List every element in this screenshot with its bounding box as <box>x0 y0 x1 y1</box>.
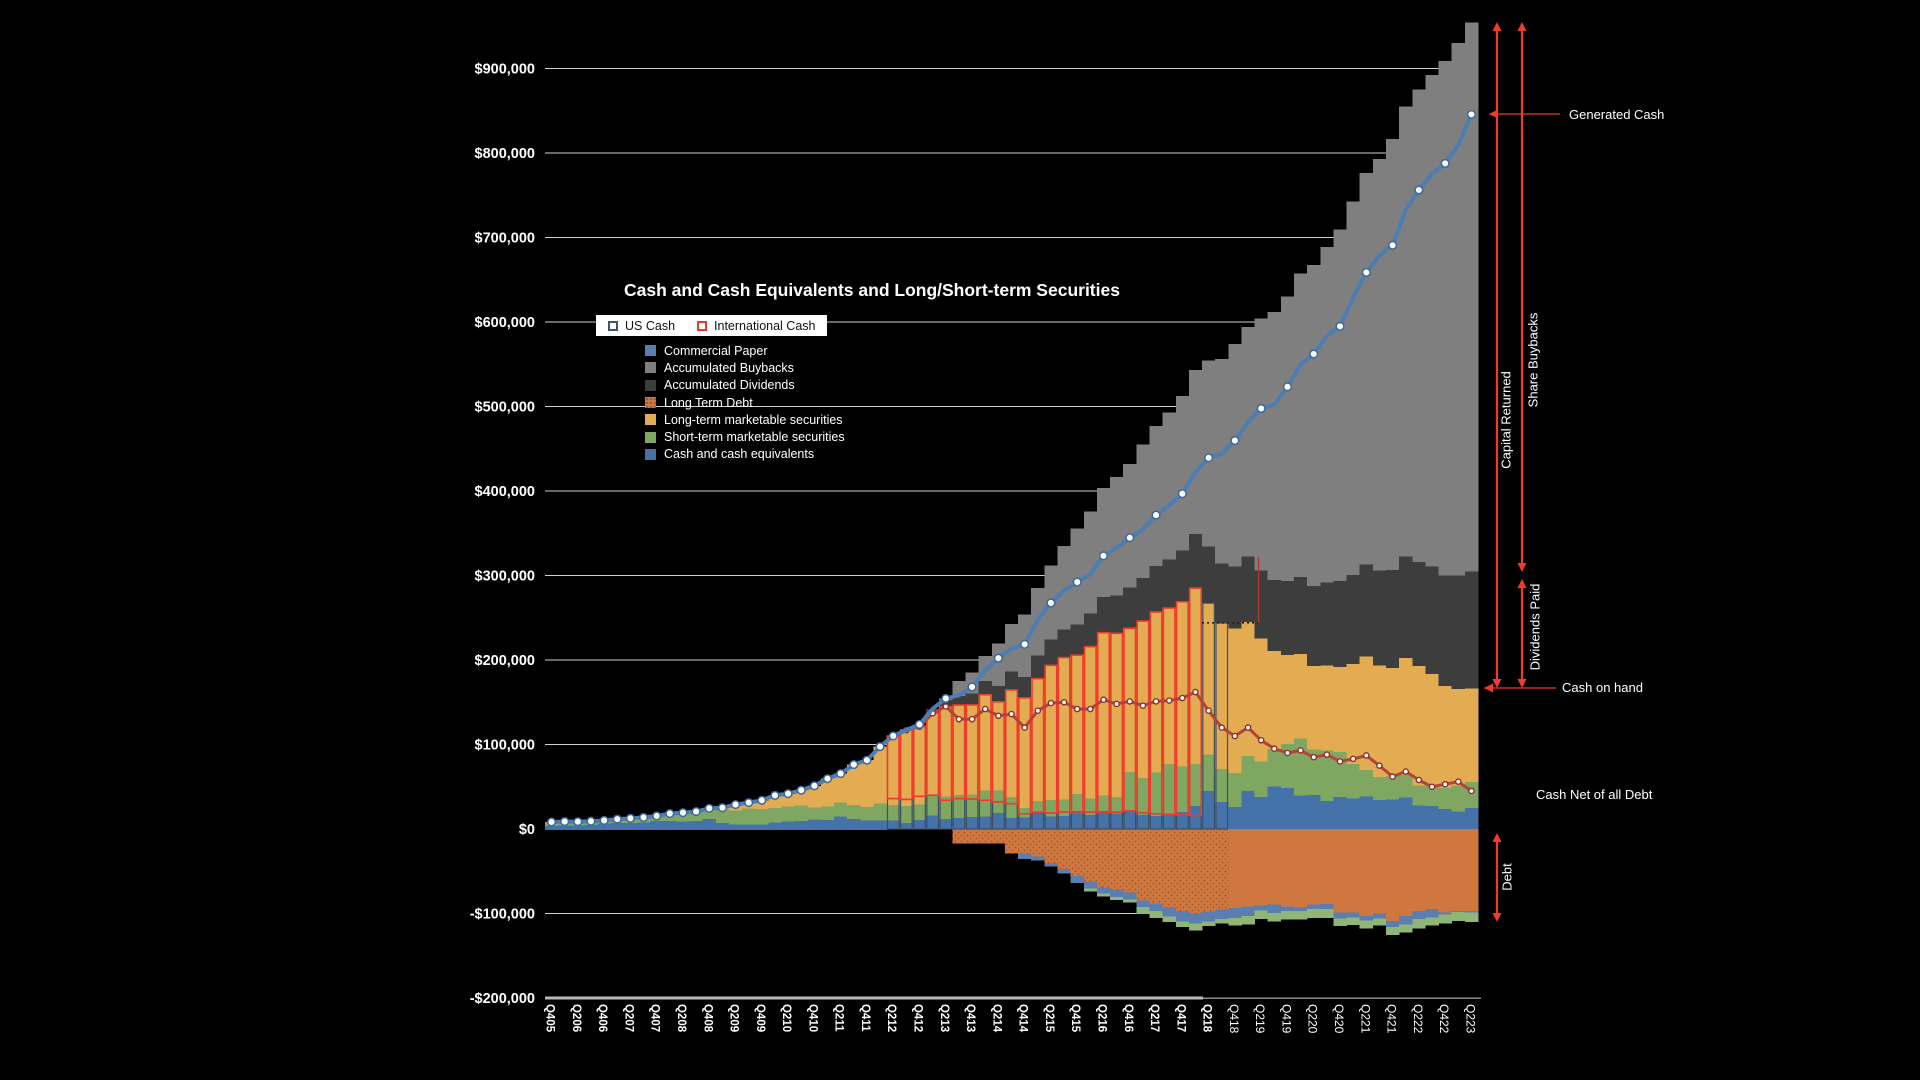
legend-item-international-cash <box>697 319 815 333</box>
svg-text:-$200,000: -$200,000 <box>469 991 535 1007</box>
y-axis-labels <box>470 62 535 1008</box>
svg-text:Q222: Q222 <box>1410 1004 1425 1034</box>
svg-text:Q416: Q416 <box>1121 1004 1134 1033</box>
svg-text:Q218: Q218 <box>1200 1004 1213 1033</box>
series-swatch-icon <box>645 449 656 460</box>
legend-item-commercial-paper <box>645 342 845 359</box>
svg-text:$700,000: $700,000 <box>474 230 535 247</box>
legend-item-long-term-debt <box>645 394 845 411</box>
svg-text:Q211: Q211 <box>832 1004 845 1032</box>
x-axis-labels <box>544 1004 1478 1034</box>
svg-text:Q220: Q220 <box>1305 1004 1320 1034</box>
svg-text:Q412: Q412 <box>911 1004 924 1033</box>
svg-text:Q406: Q406 <box>596 1004 609 1033</box>
legend-item-us-cash <box>608 319 675 333</box>
annotation-capital-returned: Capital Returned <box>1498 371 1514 469</box>
svg-text:Q413: Q413 <box>964 1004 977 1033</box>
svg-text:Q217: Q217 <box>1148 1004 1161 1033</box>
svg-text:$500,000: $500,000 <box>474 399 535 416</box>
svg-text:$800,000: $800,000 <box>474 146 535 162</box>
legend-label: Long Term Debt <box>664 395 753 410</box>
svg-text:$900,000: $900,000 <box>474 61 535 78</box>
svg-text:Q422: Q422 <box>1437 1004 1452 1034</box>
svg-text:Q420: Q420 <box>1332 1004 1347 1034</box>
legend-label: Accumulated Buybacks <box>664 360 794 375</box>
legend-item-long-term-securities <box>645 411 845 428</box>
us-cash-swatch-icon <box>608 321 618 331</box>
legend-series <box>645 342 845 463</box>
svg-text:$100,000: $100,000 <box>474 737 535 754</box>
legend-item-accumulated-buybacks <box>645 359 845 376</box>
svg-text:Q419: Q419 <box>1279 1004 1294 1034</box>
svg-text:Q418: Q418 <box>1226 1004 1241 1034</box>
svg-text:Q214: Q214 <box>990 1004 1003 1033</box>
svg-text:Q207: Q207 <box>622 1004 635 1033</box>
annotation-debt: Debt <box>1499 863 1515 891</box>
svg-text:Q415: Q415 <box>1069 1004 1082 1033</box>
annotation-share-buybacks: Share Buybacks <box>1525 312 1541 408</box>
svg-text:Q414: Q414 <box>1016 1004 1029 1033</box>
series-swatch-icon <box>645 432 656 443</box>
svg-text:Q421: Q421 <box>1384 1004 1399 1034</box>
annotation-cash-on-hand: Cash on hand <box>1562 680 1643 695</box>
svg-text:Q206: Q206 <box>569 1004 582 1033</box>
svg-text:Q209: Q209 <box>727 1004 740 1033</box>
legend-cash-location <box>596 315 827 336</box>
series-swatch-icon <box>645 397 656 408</box>
svg-text:Q417: Q417 <box>1174 1004 1187 1033</box>
legend-item-cash-equivalents <box>645 446 845 463</box>
svg-text:Q410: Q410 <box>806 1004 819 1033</box>
annotation-dividends-paid: Dividends Paid <box>1527 583 1543 671</box>
svg-text:$400,000: $400,000 <box>474 484 535 500</box>
svg-text:Q210: Q210 <box>780 1004 793 1033</box>
svg-text:Q408: Q408 <box>701 1004 714 1033</box>
stacked-bars <box>545 22 1478 935</box>
legend-label: Commercial Paper <box>664 343 768 358</box>
series-swatch-icon <box>645 362 656 373</box>
chart-title: Cash and Cash Equivalents and Long/Short-term Securities <box>624 280 1120 300</box>
svg-text:Q215: Q215 <box>1042 1004 1055 1033</box>
svg-text:$600,000: $600,000 <box>474 315 535 331</box>
svg-text:Q409: Q409 <box>753 1004 766 1033</box>
legend-label: Accumulated Dividends <box>664 378 795 393</box>
legend-label: US Cash <box>625 318 676 333</box>
annotation-generated-cash: Generated Cash <box>1569 107 1665 122</box>
svg-text:Q221: Q221 <box>1358 1004 1373 1034</box>
svg-text:Q411: Q411 <box>858 1004 871 1032</box>
legend-item-short-term-securities <box>645 428 845 445</box>
svg-text:$300,000: $300,000 <box>474 568 535 585</box>
series-swatch-icon <box>645 414 656 425</box>
svg-text:Q213: Q213 <box>937 1004 950 1033</box>
annotation-cash-net-of-debt: Cash Net of all Debt <box>1536 787 1653 802</box>
svg-text:$200,000: $200,000 <box>474 653 535 669</box>
series-swatch-icon <box>645 380 656 391</box>
svg-text:$0: $0 <box>518 822 535 838</box>
svg-text:Q405: Q405 <box>543 1004 556 1033</box>
legend-label: Long-term marketable securities <box>664 412 843 427</box>
svg-text:Q208: Q208 <box>674 1004 687 1033</box>
svg-text:Q407: Q407 <box>648 1004 661 1033</box>
legend-label: International Cash <box>714 318 816 333</box>
legend-label: Cash and cash equivalents <box>664 447 815 462</box>
svg-text:Q223: Q223 <box>1463 1004 1478 1034</box>
svg-text:Q219: Q219 <box>1253 1004 1268 1034</box>
legend-label: Short-term marketable securities <box>664 430 845 445</box>
international-cash-swatch-icon <box>697 321 707 331</box>
svg-text:-$100,000: -$100,000 <box>469 906 535 923</box>
legend-item-accumulated-dividends <box>645 377 845 394</box>
svg-text:Q212: Q212 <box>885 1004 898 1033</box>
series-swatch-icon <box>645 345 656 356</box>
svg-text:Q216: Q216 <box>1095 1004 1108 1033</box>
